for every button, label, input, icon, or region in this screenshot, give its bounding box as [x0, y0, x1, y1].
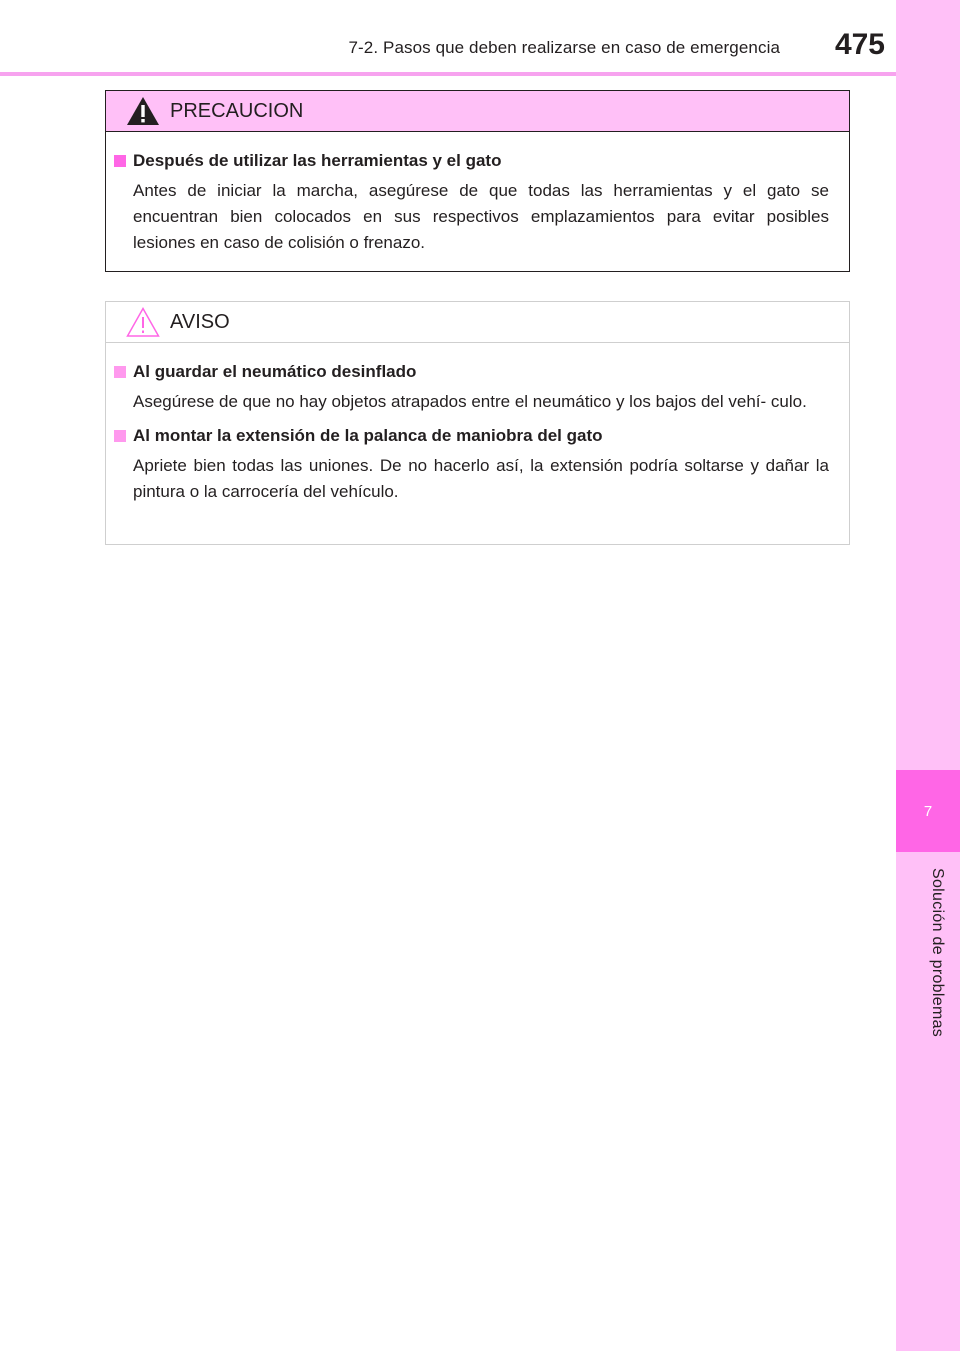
- page-number: 475: [834, 28, 885, 61]
- section-header: 7-2. Pasos que deben realizarse en caso de emergencia: [348, 38, 780, 57]
- notice-item-title: [114, 425, 829, 447]
- caution-title: PRECAUCION: [170, 99, 304, 122]
- notice-item-text: Apriete bien todas las uniones. De no hacerlo así, la extensión podría soltarse y dañar la pintura o la carrocería del vehículo.: [133, 456, 829, 501]
- caution-item: [114, 150, 829, 256]
- notice-box: [105, 301, 850, 545]
- caution-box: [105, 90, 850, 272]
- notice-header: [106, 302, 849, 343]
- notice-item: [114, 361, 829, 415]
- notice-title: AVISO: [170, 310, 230, 333]
- caution-body: [106, 132, 849, 256]
- caution-item-title: [114, 150, 829, 172]
- caution-item-title-text: Después de utilizar las herramientas y el gato: [133, 151, 502, 170]
- square-bullet-icon: [114, 155, 126, 167]
- side-chapter-number[interactable]: 7: [896, 770, 960, 852]
- caution-item-text: Antes de iniciar la marcha, asegúrese de que todas las herramientas y el gato se encuentran bien colocados en sus respectivos emplazamientos para evitar posibles lesiones en caso de colisión o frenazo.: [133, 181, 829, 252]
- warning-triangle-filled-icon: [126, 95, 160, 127]
- notice-item: [114, 425, 829, 505]
- header-rule: [0, 72, 896, 76]
- notice-item-title-text: Al montar la extensión de la palanca de maniobra del gato: [133, 426, 603, 445]
- caution-header: [106, 91, 849, 132]
- warning-triangle-outline-icon: [126, 306, 160, 338]
- side-chapter-title: Solución de problemas: [929, 868, 946, 1038]
- notice-item-title: [114, 361, 829, 383]
- notice-item-text: Asegúrese de que no hay objetos atrapados entre el neumático y los bajos del vehí- culo.: [133, 392, 807, 411]
- square-bullet-icon: [114, 366, 126, 378]
- notice-item-title-text: Al guardar el neumático desinflado: [133, 362, 417, 381]
- notice-body: [106, 343, 849, 505]
- square-bullet-icon: [114, 430, 126, 442]
- side-tab: [896, 0, 960, 1351]
